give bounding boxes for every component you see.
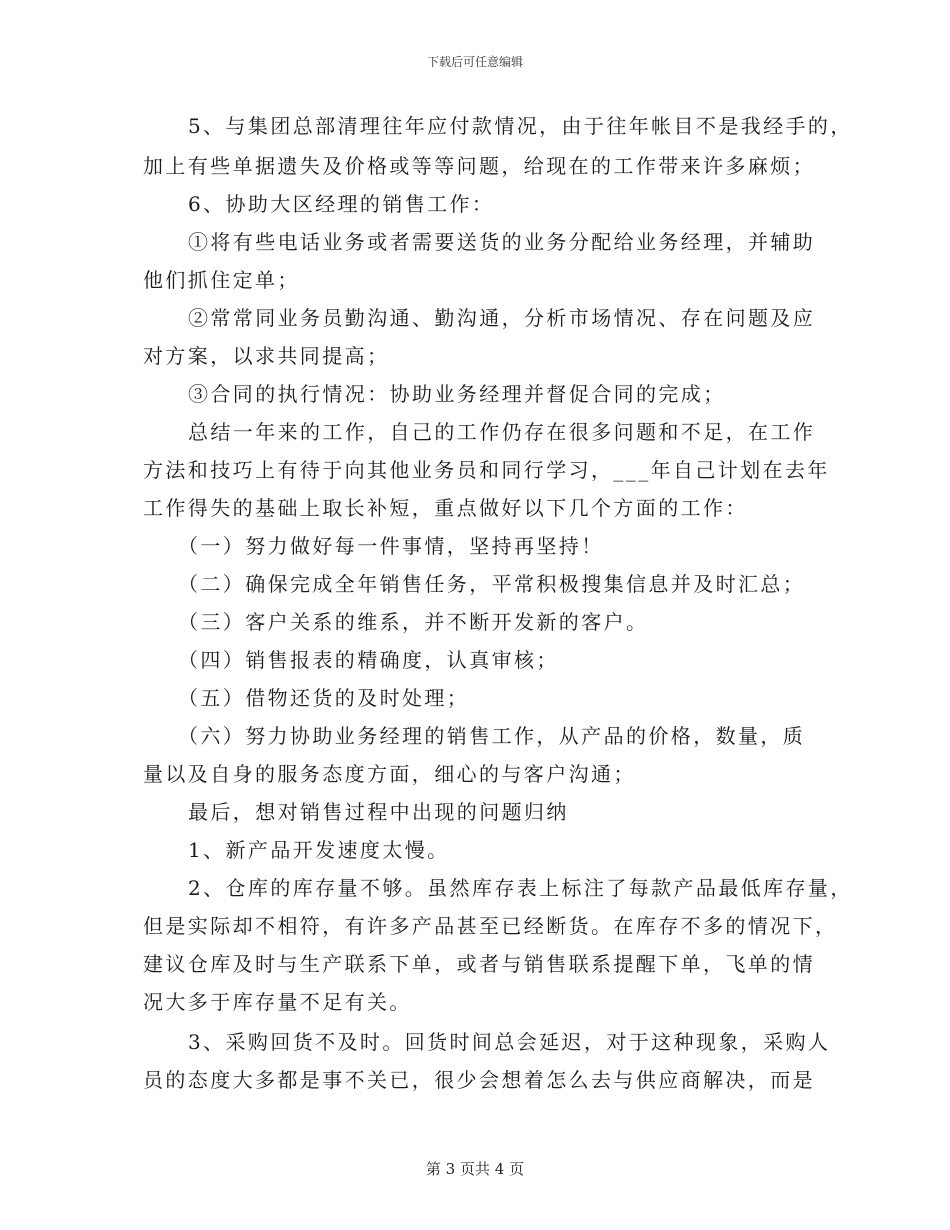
text-line: ③合同的执行情况：协助业务经理并督促合同的完成； <box>188 382 726 406</box>
text-line: （一）努力做好每一件事情，坚持再坚持！ <box>178 534 604 558</box>
text-line: 建议仓库及时与生产联系下单，或者与销售联系提醒下单，飞单的情 <box>143 952 815 976</box>
text-line: 加上有些单据遗失及价格或等等问题，给现在的工作带来许多麻烦； <box>143 154 815 178</box>
text-line: 1、新产品开发速度太慢。 <box>188 838 450 862</box>
text-line: （四）销售报表的精确度，认真审核； <box>178 648 559 672</box>
text-line: ①将有些电话业务或者需要送货的业务分配给业务经理，并辅助 <box>188 230 816 254</box>
text-line: 5、与集团总部清理往年应付款情况，由于往年帐目不是我经手的， <box>188 114 853 138</box>
text-line: 对方案，以求共同提高； <box>143 344 390 368</box>
text-line: 2、仓库的库存量不够。虽然库存表上标注了每款产品最低库存量， <box>188 876 853 900</box>
text-line: 员的态度大多都是事不关已，很少会想着怎么去与供应商解决，而是 <box>143 1068 815 1092</box>
text-line: 工作得失的基础上取长补短，重点做好以下几个方面的工作： <box>143 496 748 520</box>
text-line: 最后，想对销售过程中出现的问题归纳 <box>188 800 569 824</box>
text-line: 3、采购回货不及时。回货时间总会延迟，对于这种现象，采购人 <box>188 1030 831 1054</box>
page-header: 下载后可任意编辑 <box>426 55 523 69</box>
text-line: 他们抓住定单； <box>143 268 300 292</box>
text-line: （六）努力协助业务经理的销售工作，从产品的价格，数量，质 <box>178 724 806 748</box>
text-line: 但是实际却不相符，有许多产品甚至已经断货。在库存不多的情况下， <box>143 914 838 938</box>
text-line: 方法和技巧上有待于向其他业务员和同行学习，___年自己计划在去年 <box>143 458 830 482</box>
text-line: 况大多于库存量不足有关。 <box>143 990 412 1014</box>
text-line: ②常常同业务员勤沟通、勤沟通，分析市场情况、存在问题及应 <box>188 306 816 330</box>
text-line: 6、协助大区经理的销售工作： <box>188 192 495 216</box>
text-line: 量以及自身的服务态度方面，细心的与客户沟通； <box>143 762 636 786</box>
text-line: 总结一年来的工作，自己的工作仍存在很多问题和不足，在工作 <box>188 420 816 444</box>
text-line: （五）借物还货的及时处理； <box>178 686 470 710</box>
page-footer: 第 3 页共 4 页 <box>425 1160 525 1178</box>
text-line: （二）确保完成全年销售任务，平常积极搜集信息并及时汇总； <box>178 572 806 596</box>
text-line: （三）客户关系的维系，并不断开发新的客户。 <box>178 610 649 634</box>
